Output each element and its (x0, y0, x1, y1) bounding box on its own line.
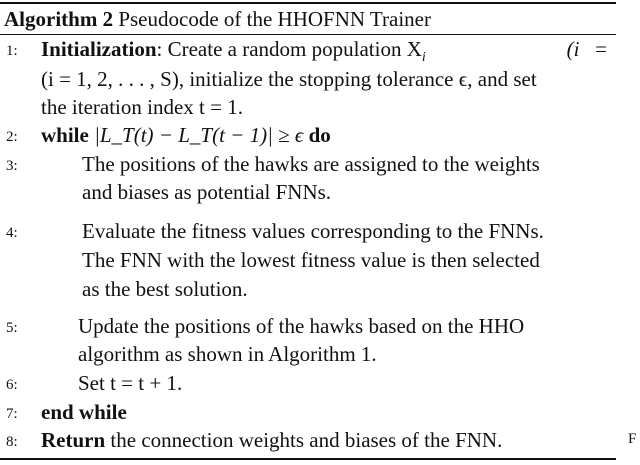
step-1-paren: (i = (566, 37, 607, 61)
step-1-text-1: : Create a random population X (156, 37, 422, 61)
step-2-number: 2: (6, 129, 18, 145)
step-1-keyword: Initialization (41, 37, 157, 61)
step-4-line-2: The FNN with the lowest fitness value is then selected (82, 248, 540, 272)
while-keyword: while (41, 123, 89, 147)
caption-title: Pseudocode of the HHOFNN Trainer (118, 7, 431, 31)
step-6-number: 6: (6, 377, 18, 393)
step-8-text: the connection weights and biases of the FNN. (105, 428, 503, 452)
step-1-number: 1: (6, 43, 18, 59)
while-condition: |L_T(t) − L_T(t − 1)| ≥ ϵ (94, 123, 304, 147)
step-3-line-1: The positions of the hawks are assigned to the weights (82, 152, 540, 176)
step-8-line (41, 427, 502, 453)
step-1-line-3: the iteration index t = 1. (41, 95, 243, 119)
bottom-rule (0, 458, 616, 460)
caption-label: Algorithm 2 (4, 7, 114, 31)
step-5-line-2: algorithm as shown in Algorithm 1. (78, 342, 377, 366)
step-1-line-1: Initialization: Create a random population $X_i$ (i = (41, 37, 607, 66)
step-2-line (41, 122, 331, 148)
end-while-keyword: end while (41, 400, 127, 424)
step-5-number: 5: (6, 320, 18, 336)
step-8-number: 8: (6, 434, 18, 450)
step-4-number: 4: (6, 225, 18, 241)
step-7-number: 7: (6, 406, 18, 422)
do-keyword: do (308, 123, 331, 147)
algorithm-caption (4, 6, 431, 32)
top-rule (0, 2, 616, 4)
clipped-letter: F (628, 431, 637, 447)
caption-rule (0, 34, 616, 35)
return-keyword: Return (41, 428, 106, 452)
step-6-line: Set t = t + 1. (78, 371, 183, 395)
step-5-line-1: Update the positions of the hawks based on the HHO (78, 314, 525, 338)
step-3-number: 3: (6, 158, 18, 174)
step-3-line-2: and biases as potential FNNs. (82, 180, 332, 204)
step-4-line-1: Evaluate the fitness values corresponding to the FNNs. (82, 219, 544, 243)
step-1-line-2: (i = 1, 2, . . . , S), initialize the stopping tolerance ϵ, and set (41, 67, 537, 91)
step-4-line-3: as the best solution. (82, 277, 248, 301)
